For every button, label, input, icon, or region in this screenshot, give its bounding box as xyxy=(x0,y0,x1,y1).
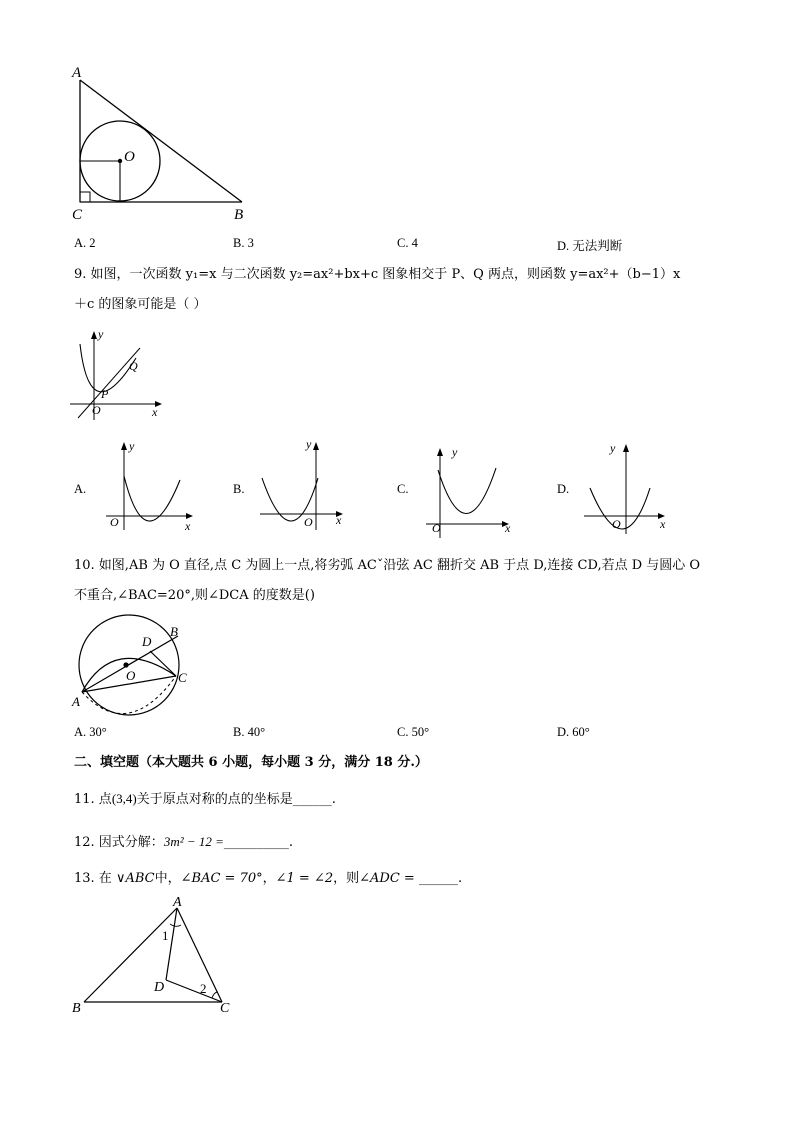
q12-blank[interactable]: __________. xyxy=(223,835,294,850)
qc-O: O xyxy=(432,521,441,535)
q8-label-A: A xyxy=(72,65,82,81)
q11-post: 关于原点对称的点的坐标是______. xyxy=(136,792,336,807)
q8-label-O: O xyxy=(124,149,135,165)
q10-label-B: B xyxy=(170,624,178,639)
q8-figure xyxy=(66,62,256,222)
q8-label-C: C xyxy=(72,207,83,222)
q13-pre: 13. 在 xyxy=(74,871,112,886)
q9-label-O: O xyxy=(92,403,101,417)
q10-option-c[interactable]: C. 50° xyxy=(397,725,430,739)
q9-label-P: P xyxy=(101,387,109,401)
q13 xyxy=(74,872,462,885)
qc-y: y xyxy=(452,445,458,459)
q9-option-b-graph[interactable] xyxy=(256,434,356,534)
q10-option-b[interactable]: B. 40° xyxy=(233,725,266,739)
q13-figure xyxy=(66,892,246,1022)
q8-option-a[interactable]: A. 2 xyxy=(74,236,96,250)
q11 xyxy=(74,792,336,806)
qa-x: x xyxy=(185,519,191,533)
q13-label-A: A xyxy=(173,895,182,910)
qd-x: x xyxy=(660,517,666,531)
qb-O: O xyxy=(304,515,313,529)
q13-label-1: 1 xyxy=(162,928,169,943)
q13-triangle: ∨ABC xyxy=(115,871,155,886)
q9-option-c-label[interactable]: C. xyxy=(397,482,409,496)
q12-math: 3m² − 12 = xyxy=(163,834,224,849)
q13-blank[interactable]: ______. xyxy=(418,871,463,886)
q13-angle-eq: ∠1 = ∠2 xyxy=(275,871,334,886)
q13-mid: 中， xyxy=(154,871,181,886)
q10-text-line2: 不重合,∠BAC=20°,则∠DCA 的度数是() xyxy=(74,588,315,603)
q10-label-A: A xyxy=(72,694,80,709)
q9-option-c-graph[interactable] xyxy=(420,440,520,540)
q10-label-O: O xyxy=(126,668,136,683)
q10-text-line1: 10. 如图,AB 为 O 直径,点 C 为圆上一点,将劣弧 ACˇ沿弦 AC 翻折交 AB 于点 D,连接 CD,若点 D 与圆心 O xyxy=(74,558,701,573)
section-2-title: 二、填空题（本大题共 6 小题，每小题 3 分，满分 18 分.） xyxy=(74,755,428,770)
qb-y: y xyxy=(306,437,312,451)
q9-text-line2: ＋c 的图象可能是（ ） xyxy=(74,297,207,312)
q10-option-a[interactable]: A. 30° xyxy=(74,725,107,739)
q9-option-b-label[interactable]: B. xyxy=(233,482,245,496)
q13-angle-bac: ∠BAC = 70° xyxy=(180,871,263,886)
q12 xyxy=(74,835,293,849)
q9-option-d-graph[interactable] xyxy=(578,436,678,536)
q12-pre: 12. 因式分解： xyxy=(74,835,164,850)
qa-y: y xyxy=(129,439,135,453)
q8-label-B: B xyxy=(234,207,244,222)
q13-label-B: B xyxy=(72,1001,81,1016)
q9-option-a-label[interactable]: A. xyxy=(74,482,87,496)
qa-O: O xyxy=(110,515,119,529)
q9-label-y: y xyxy=(98,327,104,341)
q10-label-D: D xyxy=(142,634,152,649)
q10-option-d[interactable]: D. 60° xyxy=(557,725,590,739)
q9-option-d-label[interactable]: D. xyxy=(557,482,570,496)
q11-math: (3,4) xyxy=(111,791,137,806)
q8-option-d[interactable]: D. 无法判断 xyxy=(557,239,623,253)
q8-option-b[interactable]: B. 3 xyxy=(233,236,254,250)
q8-option-c[interactable]: C. 4 xyxy=(397,236,418,250)
q13-label-2: 2 xyxy=(200,981,207,996)
q10-label-C: C xyxy=(178,670,187,685)
q9-option-a-graph[interactable] xyxy=(100,434,200,534)
qd-y: y xyxy=(610,441,616,455)
q13-label-C: C xyxy=(220,1001,230,1016)
q13-angle-adc: ∠ADC = xyxy=(359,871,415,886)
q11-pre: 11. 点 xyxy=(74,792,112,807)
q10-figure xyxy=(68,612,198,722)
q13-post: ，则 xyxy=(333,871,360,886)
q13-label-D: D xyxy=(154,980,165,995)
qb-x: x xyxy=(336,513,342,527)
qc-x: x xyxy=(505,521,511,535)
qd-O: O xyxy=(612,517,621,531)
q9-label-Q: Q xyxy=(129,359,138,373)
q9-text-line1: 9. 如图，一次函数 y₁=x 与二次函数 y₂=ax²+bx+c 图象相交于 P、Q 两点，则函数 y=ax²+（b−1）x xyxy=(74,267,681,282)
q9-figure xyxy=(66,322,166,422)
q9-label-x: x xyxy=(152,405,158,419)
q13-sep: ， xyxy=(262,871,276,886)
